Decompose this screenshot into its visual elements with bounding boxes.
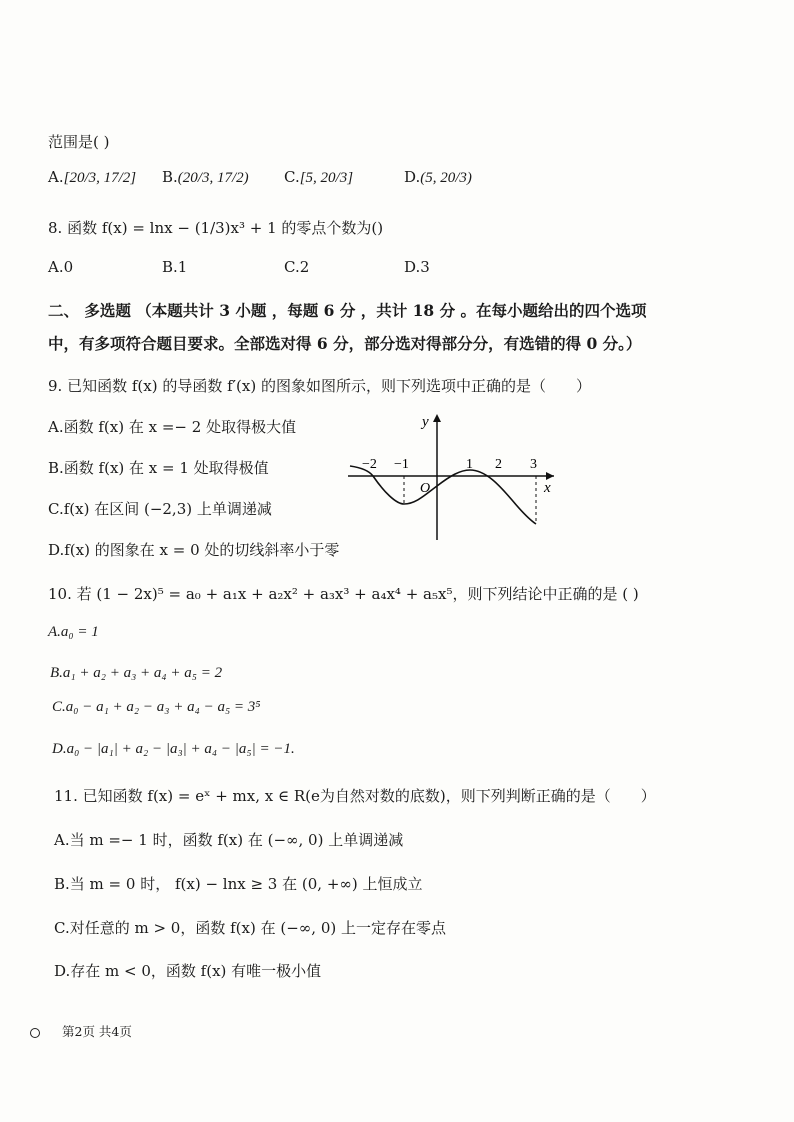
q7-choice-c: C.[5, 20/3] <box>284 168 354 186</box>
x-axis-arrow <box>546 472 554 480</box>
section2-line2: 中，有多项符合题目要求。全部选对得 6 分，部分选对得部分分，有选错的得 0 分。） <box>48 334 642 353</box>
section2-line1: 二、 多选题 （本题共计 3 小题 ，每题 6 分 ，共计 18 分 。在每小题给出的四个选项 <box>48 301 647 320</box>
q9-stem: 9. 已知函数 f(x) 的导函数 f′(x) 的图象如图所示，则下列选项中正确的是（ ） <box>48 377 591 395</box>
derivative-graph <box>340 408 560 544</box>
y-axis-arrow <box>433 414 441 422</box>
page-circle-mark <box>30 1028 40 1038</box>
tick-minus1: −1 <box>394 457 409 472</box>
q10-choice-c: C.a₀ − a₁ + a₂ − a₃ + a₄ − a₅ = 3⁵ <box>52 699 261 715</box>
y-axis-label: y <box>422 414 429 430</box>
q11-choice-a: A.当 m =− 1 时，函数 f(x) 在 (−∞, 0) 上单调递减 <box>54 831 404 849</box>
page-footer <box>30 1022 132 1040</box>
q11-choice-c: C.对任意的 m > 0，函数 f(x) 在 (−∞, 0) 上一定存在零点 <box>54 919 446 937</box>
tick-3: 3 <box>530 457 537 472</box>
q7-choice-d: D.(5, 20/3) <box>404 168 472 186</box>
q8-stem: 8. 函数 f(x) = lnx − (1/3)x³ + 1 的零点个数为() <box>48 219 384 237</box>
q8-choice-a: A.0 <box>48 258 74 276</box>
page-number: 第2页 共4页 <box>62 1024 132 1039</box>
q9-choice-c: C.f(x) 在区间 (−2,3) 上单调递减 <box>48 500 272 518</box>
tick-2: 2 <box>495 457 502 472</box>
q9-choice-b: B.函数 f(x) 在 x = 1 处取得极值 <box>48 459 269 477</box>
q10-choice-d: D.a₀ − |a₁| + a₂ − |a₃| + a₄ − |a₅| = −1. <box>52 741 295 757</box>
q10-choice-a: A.a₀ = 1 <box>48 624 99 640</box>
q7-stem-tail: 范围是( ) <box>48 133 110 151</box>
q9-choice-a: A.函数 f(x) 在 x =− 2 处取得极大值 <box>48 418 297 436</box>
q8-choice-d: D.3 <box>404 258 430 276</box>
q10-choice-b: B.a₁ + a₂ + a₃ + a₄ + a₅ = 2 <box>50 665 223 681</box>
q9-choice-d: D.f(x) 的图象在 x = 0 处的切线斜率小于零 <box>48 541 340 559</box>
q10-stem: 10. 若 (1 − 2x)⁵ = a₀ + a₁x + a₂x² + a₃x³ + a₄x⁴ + a₅x⁵，则下列结论中正确的是 ( ) <box>48 585 639 603</box>
q7-choice-b: B.(20/3, 17/2) <box>162 168 249 186</box>
x-axis-label: x <box>544 480 551 496</box>
q8-choice-b: B.1 <box>162 258 188 276</box>
origin-label: O <box>420 481 431 496</box>
q11-choice-d: D.存在 m < 0，函数 f(x) 有唯一极小值 <box>54 962 322 980</box>
q11-stem: 11. 已知函数 f(x) = eˣ + mx, x ∈ R(e为自然对数的底数)，则下列判断正确的是（ ） <box>54 787 656 805</box>
q7-choice-a: A.[20/3, 17/2] <box>48 168 137 186</box>
tick-minus2: −2 <box>362 457 377 472</box>
tick-1: 1 <box>466 457 473 472</box>
q8-choice-c: C.2 <box>284 258 310 276</box>
derivative-curve <box>350 466 536 524</box>
q11-choice-b: B.当 m = 0 时， f(x) − lnx ≥ 3 在 (0, +∞) 上恒成立 <box>54 875 423 893</box>
